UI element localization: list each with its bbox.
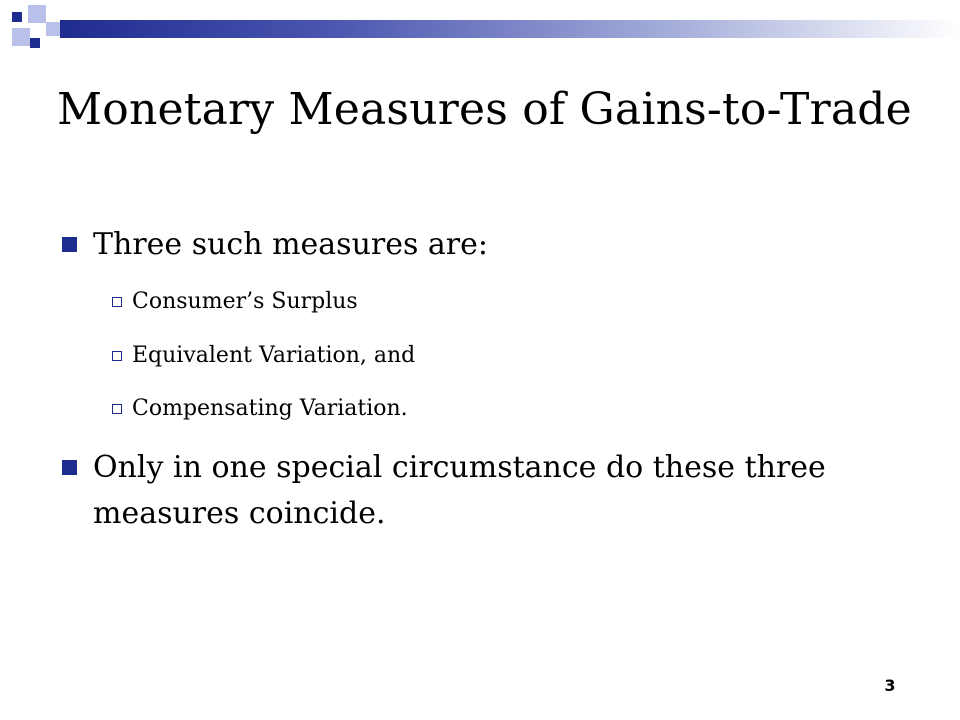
sub-bullet-text: Consumer’s Surplus xyxy=(132,289,358,314)
sub-bullet-text: Compensating Variation. xyxy=(132,396,408,421)
bullet-text: measures coincide. xyxy=(93,496,386,531)
hollow-square-icon xyxy=(112,404,122,414)
bullet-text: Only in one special circumstance do these three xyxy=(93,450,826,485)
sub-bullet-item xyxy=(112,394,408,424)
bullet-item xyxy=(62,226,488,264)
filled-square-icon xyxy=(62,460,77,475)
bullet-item xyxy=(62,449,826,487)
hollow-square-icon xyxy=(112,297,122,307)
bullet-text: Three such measures are: xyxy=(93,227,489,262)
page-number: 3 xyxy=(884,676,896,695)
sub-bullet-item xyxy=(112,341,415,371)
sub-bullet-text: Equivalent Variation, and xyxy=(132,343,416,368)
hollow-square-icon xyxy=(112,351,122,361)
sub-bullet-item xyxy=(112,287,358,317)
bullet-continuation xyxy=(93,495,386,533)
filled-square-icon xyxy=(62,237,77,252)
slide-title: Monetary Measures of Gains-to-Trade xyxy=(57,84,912,135)
